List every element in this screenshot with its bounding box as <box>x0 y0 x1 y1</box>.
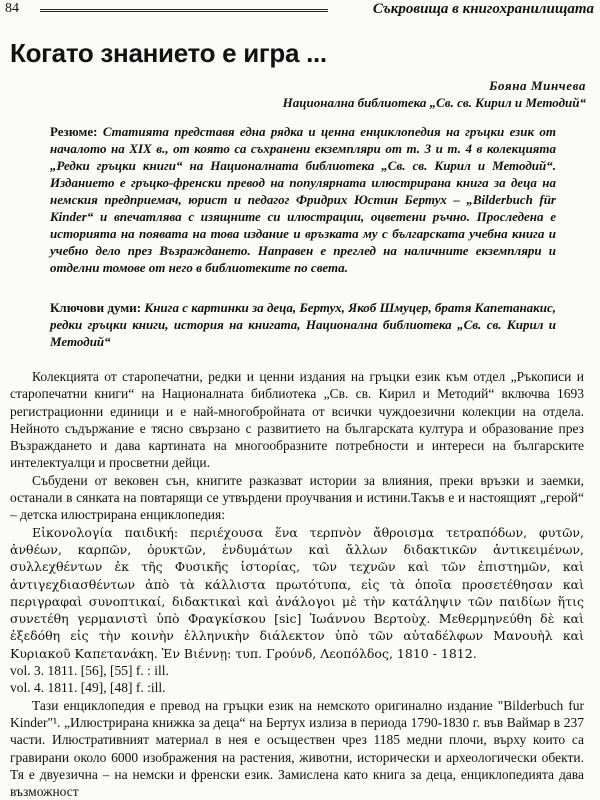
greek-citation: Εἰκονολογία παιδική: περιέχουσα ἕνα τερπνὸν ἄθροισμα τετραπόδων, φυτῶν, ἀνθέων, καρπῶν, ὀρυκτῶν, ἐνδυμάτων καὶ ἄλλων διδακτικῶν ἀντικειμένων, συλλεχθέντων ἐκ τῆς Φυσικῆς ἱστορίας, τῶν τεχνῶν καὶ τῶν ἐπιστημῶν, καὶ ἀντιγεχδιασθέντων ἀπὸ τὰ κάλλιστα πρωτότυπα, εἰς τὰ ὁποῖα προσετέθησαν καὶ περιγραφαὶ συνοπτικαί, διδακτικαὶ καὶ ἀνάλογοι μὲ τὴν κατάληψιν τῶν παιδίων ἥτις συνετέθη γερμανιστὶ ὑπὸ Φραγκίσκου [sic] Ἰωάννου Βερτοὺχ. Μεθερμηνεύθη δὲ καὶ ἐξεδόθη εἰς τὴν κοινὴν ἑλληνικὴν διάλεκτον ὑπὸ τῶν αὐταδέλφων Μανουὴλ καὶ Κυριακοῦ Καπετανάκη. Ἐν Βιέννῃ: τυπ. Γρούνδ, Λεοπόλδος, 1810 - 1812. <box>10 524 584 661</box>
volume-line: vol. 3. 1811. [56], [55] f. : ill. <box>10 663 169 679</box>
keywords-label: Ключови думи: <box>50 300 142 315</box>
body-paragraph: Тази енциклопедия е превод на гръцки език на немското оригинално издание "Bilderbuch fur Kinder"¹. „Илюстрирана книжка за деца“ на Бертух излиза в периода 1790-1830 г. във Ваймар в 237 части. Илюстративният материал в нея е осъществен чрез 1185 медни плочи, върху които са гравирани около 6000 изображения на растения, животни, исторически и археологически обекти. Тя е двуезична – на немски и френски език. Замислена като книга за деца, енциклопедията дава възможност <box>10 697 584 800</box>
header-rule <box>40 9 328 12</box>
body-paragraph: Събудени от вековен сън, книгите разказват истории за влияния, преки връзки и заемки, останали в сянката на повтарящи се утвърдени проучвания и истини.Такъв е и настоящият „герой“ – детска илюстрирана енциклопедия: <box>10 472 584 523</box>
abstract-label: Резюме: <box>50 124 98 139</box>
article-body <box>10 368 584 800</box>
article-title: Когато знанието е игра ... <box>10 38 327 68</box>
body-paragraph: Колекцията от старопечатни, редки и ценни издания на гръцки език към отдел „Ръкописи и старопечатни книги“ на Националната библиотека „Св. св. Кирил и Методий“ включва 1693 регистрационни единици и е най-многобройната от всички чуждоезични колекции на отдела. Нейното съдържание е тясно свързано с развитието на българската култура и образование през Възраждането и дава картината на многообразните потребности и интереси на българските интелектуалци и просветни дейци. <box>10 369 584 471</box>
keywords-block <box>50 299 556 350</box>
page-number: 84 <box>5 1 19 16</box>
author-affiliation: Национална библиотека „Св. св. Кирил и Методий“ <box>282 95 586 110</box>
page-header <box>0 0 600 22</box>
author-name: Бояна Минчева <box>489 78 586 93</box>
abstract-block <box>50 123 556 276</box>
abstract-text: Статията представя една рядка и ценна енциклопедия на гръцки език от началото на XIX в., от която са съхранени екземпляри от т. 3 и т. 4 в колекцията „Редки гръцки книги“ на Националната библиотека „Св. св. Кирил и Методий“. Изданието е гръцко-френски превод на популярната илюстрирана книга за деца на немския предприемач, юрист и педагог Фридрих Юстин Бертух – „Bilderbuch für Kinder“ и впечатлява с изящните си илюстрации, оцветени ръчно. Проследена е историята на появата на това издание и връзката му с българската учебна книга и учебно дело през Възраждането. Направен е преглед на наличните екземпляри и отделни томове от него в библиотеките по света. <box>50 124 557 275</box>
keywords-text: Книга с картинки за деца, Бертух, Якоб Шмуцер, братя Капетанакис, редки гръцки книги, история на книгата, Национална библиотека „Св. св. Кирил и Методий“ <box>50 300 556 349</box>
running-title: Съкровища в книгохранилищата <box>372 1 594 17</box>
volume-line: vol. 4. 1811. [49], [48] f. :ill. <box>10 680 166 696</box>
